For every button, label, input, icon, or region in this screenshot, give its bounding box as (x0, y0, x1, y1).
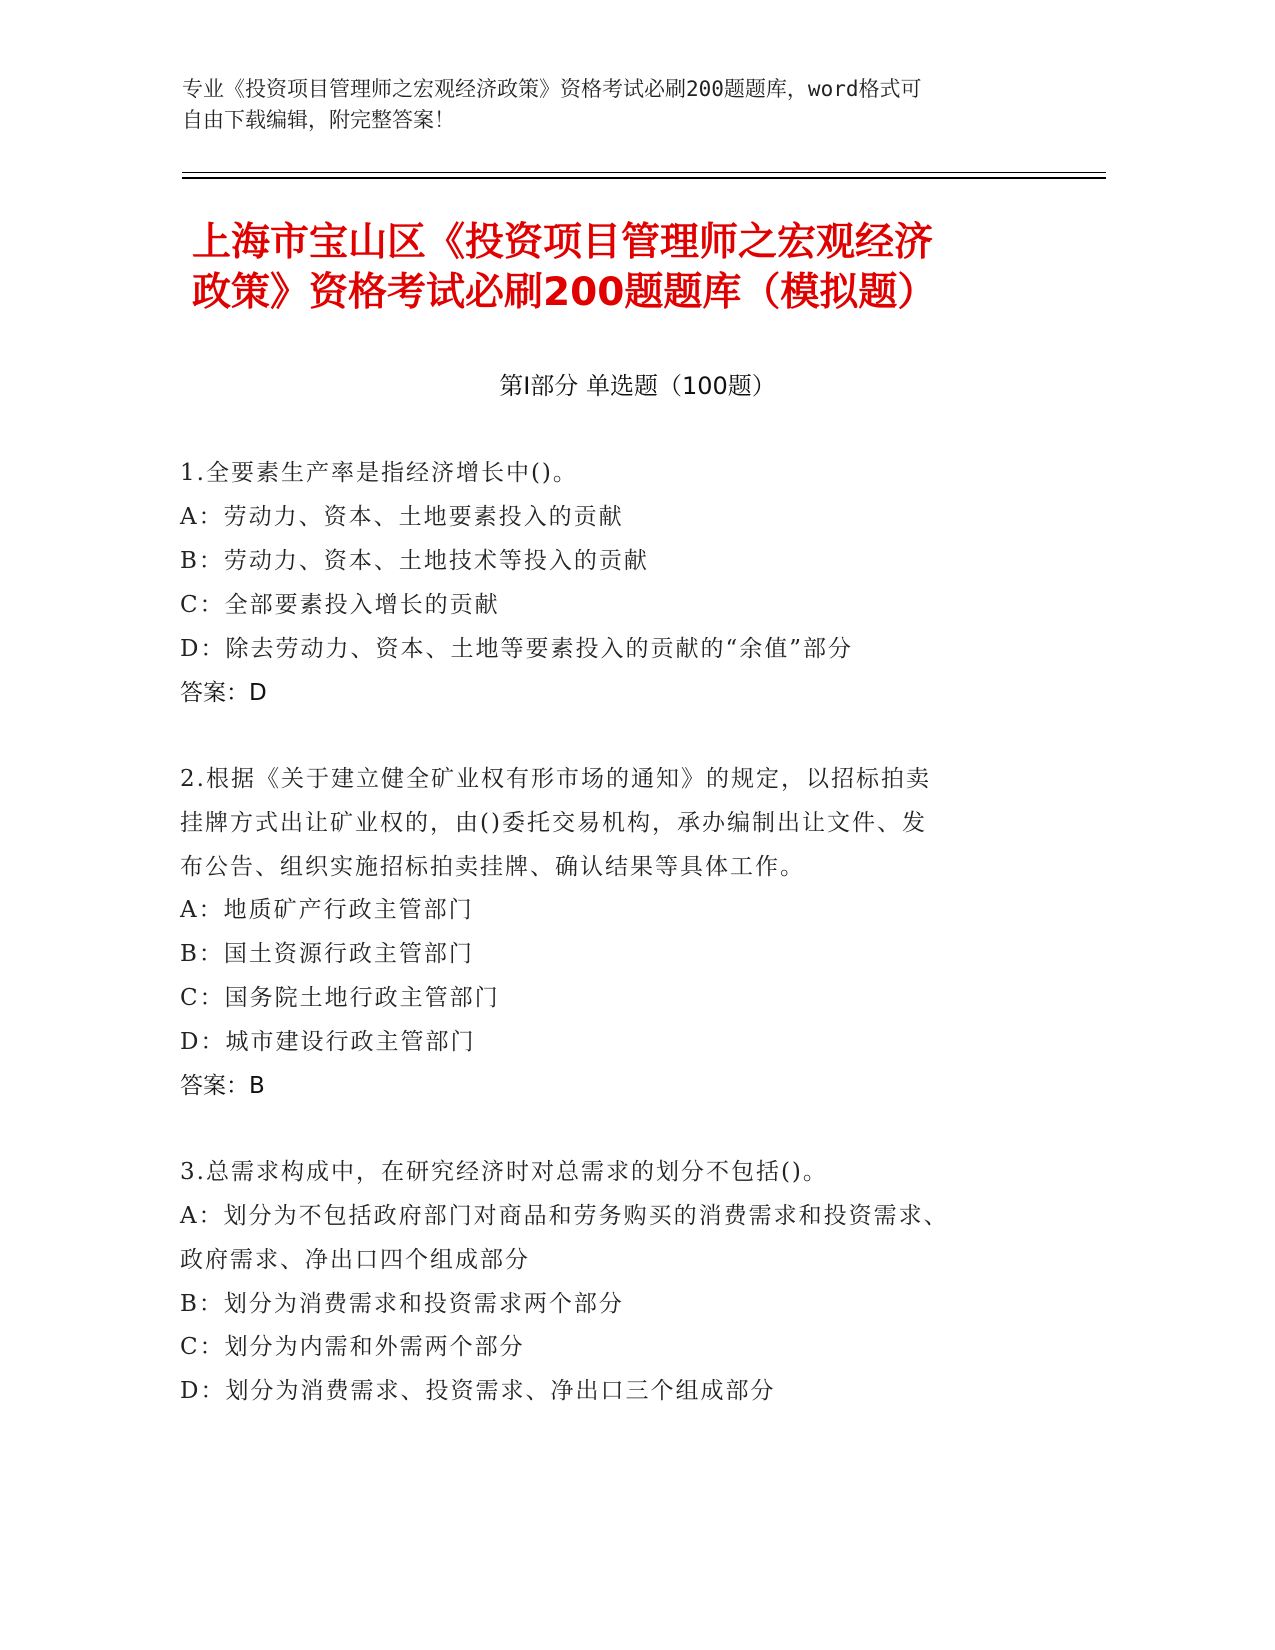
option-b: B：劳动力、资本、土地技术等投入的贡献 (180, 548, 649, 574)
option-a-continued: 政府需求、净出口四个组成部分 (180, 1247, 530, 1273)
question-stem: 挂牌方式出让矿业权的，由()委托交易机构，承办编制出让文件、发 (180, 810, 927, 836)
answer: 答案：B (180, 1073, 265, 1099)
header-divider (182, 177, 1106, 179)
document-title (192, 218, 1092, 318)
option-d: D：除去劳动力、资本、土地等要素投入的贡献的“余值”部分 (180, 636, 853, 662)
option-c: C：全部要素投入增长的贡献 (180, 592, 500, 618)
option-b: B：国土资源行政主管部门 (180, 941, 474, 967)
title-line: 政策》资格考试必刷200题题库（模拟题） (192, 270, 937, 315)
question-stem: 布公告、组织实施招标拍卖挂牌、确认结果等具体工作。 (180, 854, 805, 880)
header-note-line: 自由下载编辑，附完整答案！ (182, 108, 455, 132)
option-b: B：划分为消费需求和投资需求两个部分 (180, 1291, 624, 1317)
option-a: A：划分为不包括政府部门对商品和劳务购买的消费需求和投资需求、 (180, 1203, 949, 1229)
option-a: A：劳动力、资本、土地要素投入的贡献 (180, 504, 624, 530)
option-a: A：地质矿产行政主管部门 (180, 897, 474, 923)
question-stem: 1.全要素生产率是指经济增长中()。 (180, 460, 578, 486)
section-title: 第Ⅰ部分 单选题（100题） (499, 372, 776, 400)
answer: 答案：D (180, 680, 267, 706)
header-note-line: 专业《投资项目管理师之宏观经济政策》资格考试必刷200题题库，word格式可 (182, 77, 922, 101)
question-stem: 2.根据《关于建立健全矿业权有形市场的通知》的规定，以招标拍卖 (180, 766, 931, 792)
header-note (182, 74, 1062, 136)
header-divider (182, 172, 1106, 173)
option-d: D：城市建设行政主管部门 (180, 1029, 476, 1055)
option-c: C：划分为内需和外需两个部分 (180, 1334, 525, 1360)
question-stem: 3.总需求构成中，在研究经济时对总需求的划分不包括()。 (180, 1159, 828, 1185)
option-c: C：国务院土地行政主管部门 (180, 985, 500, 1011)
option-d: D：划分为消费需求、投资需求、净出口三个组成部分 (180, 1378, 776, 1404)
title-line: 上海市宝山区《投资项目管理师之宏观经济 (192, 220, 934, 265)
